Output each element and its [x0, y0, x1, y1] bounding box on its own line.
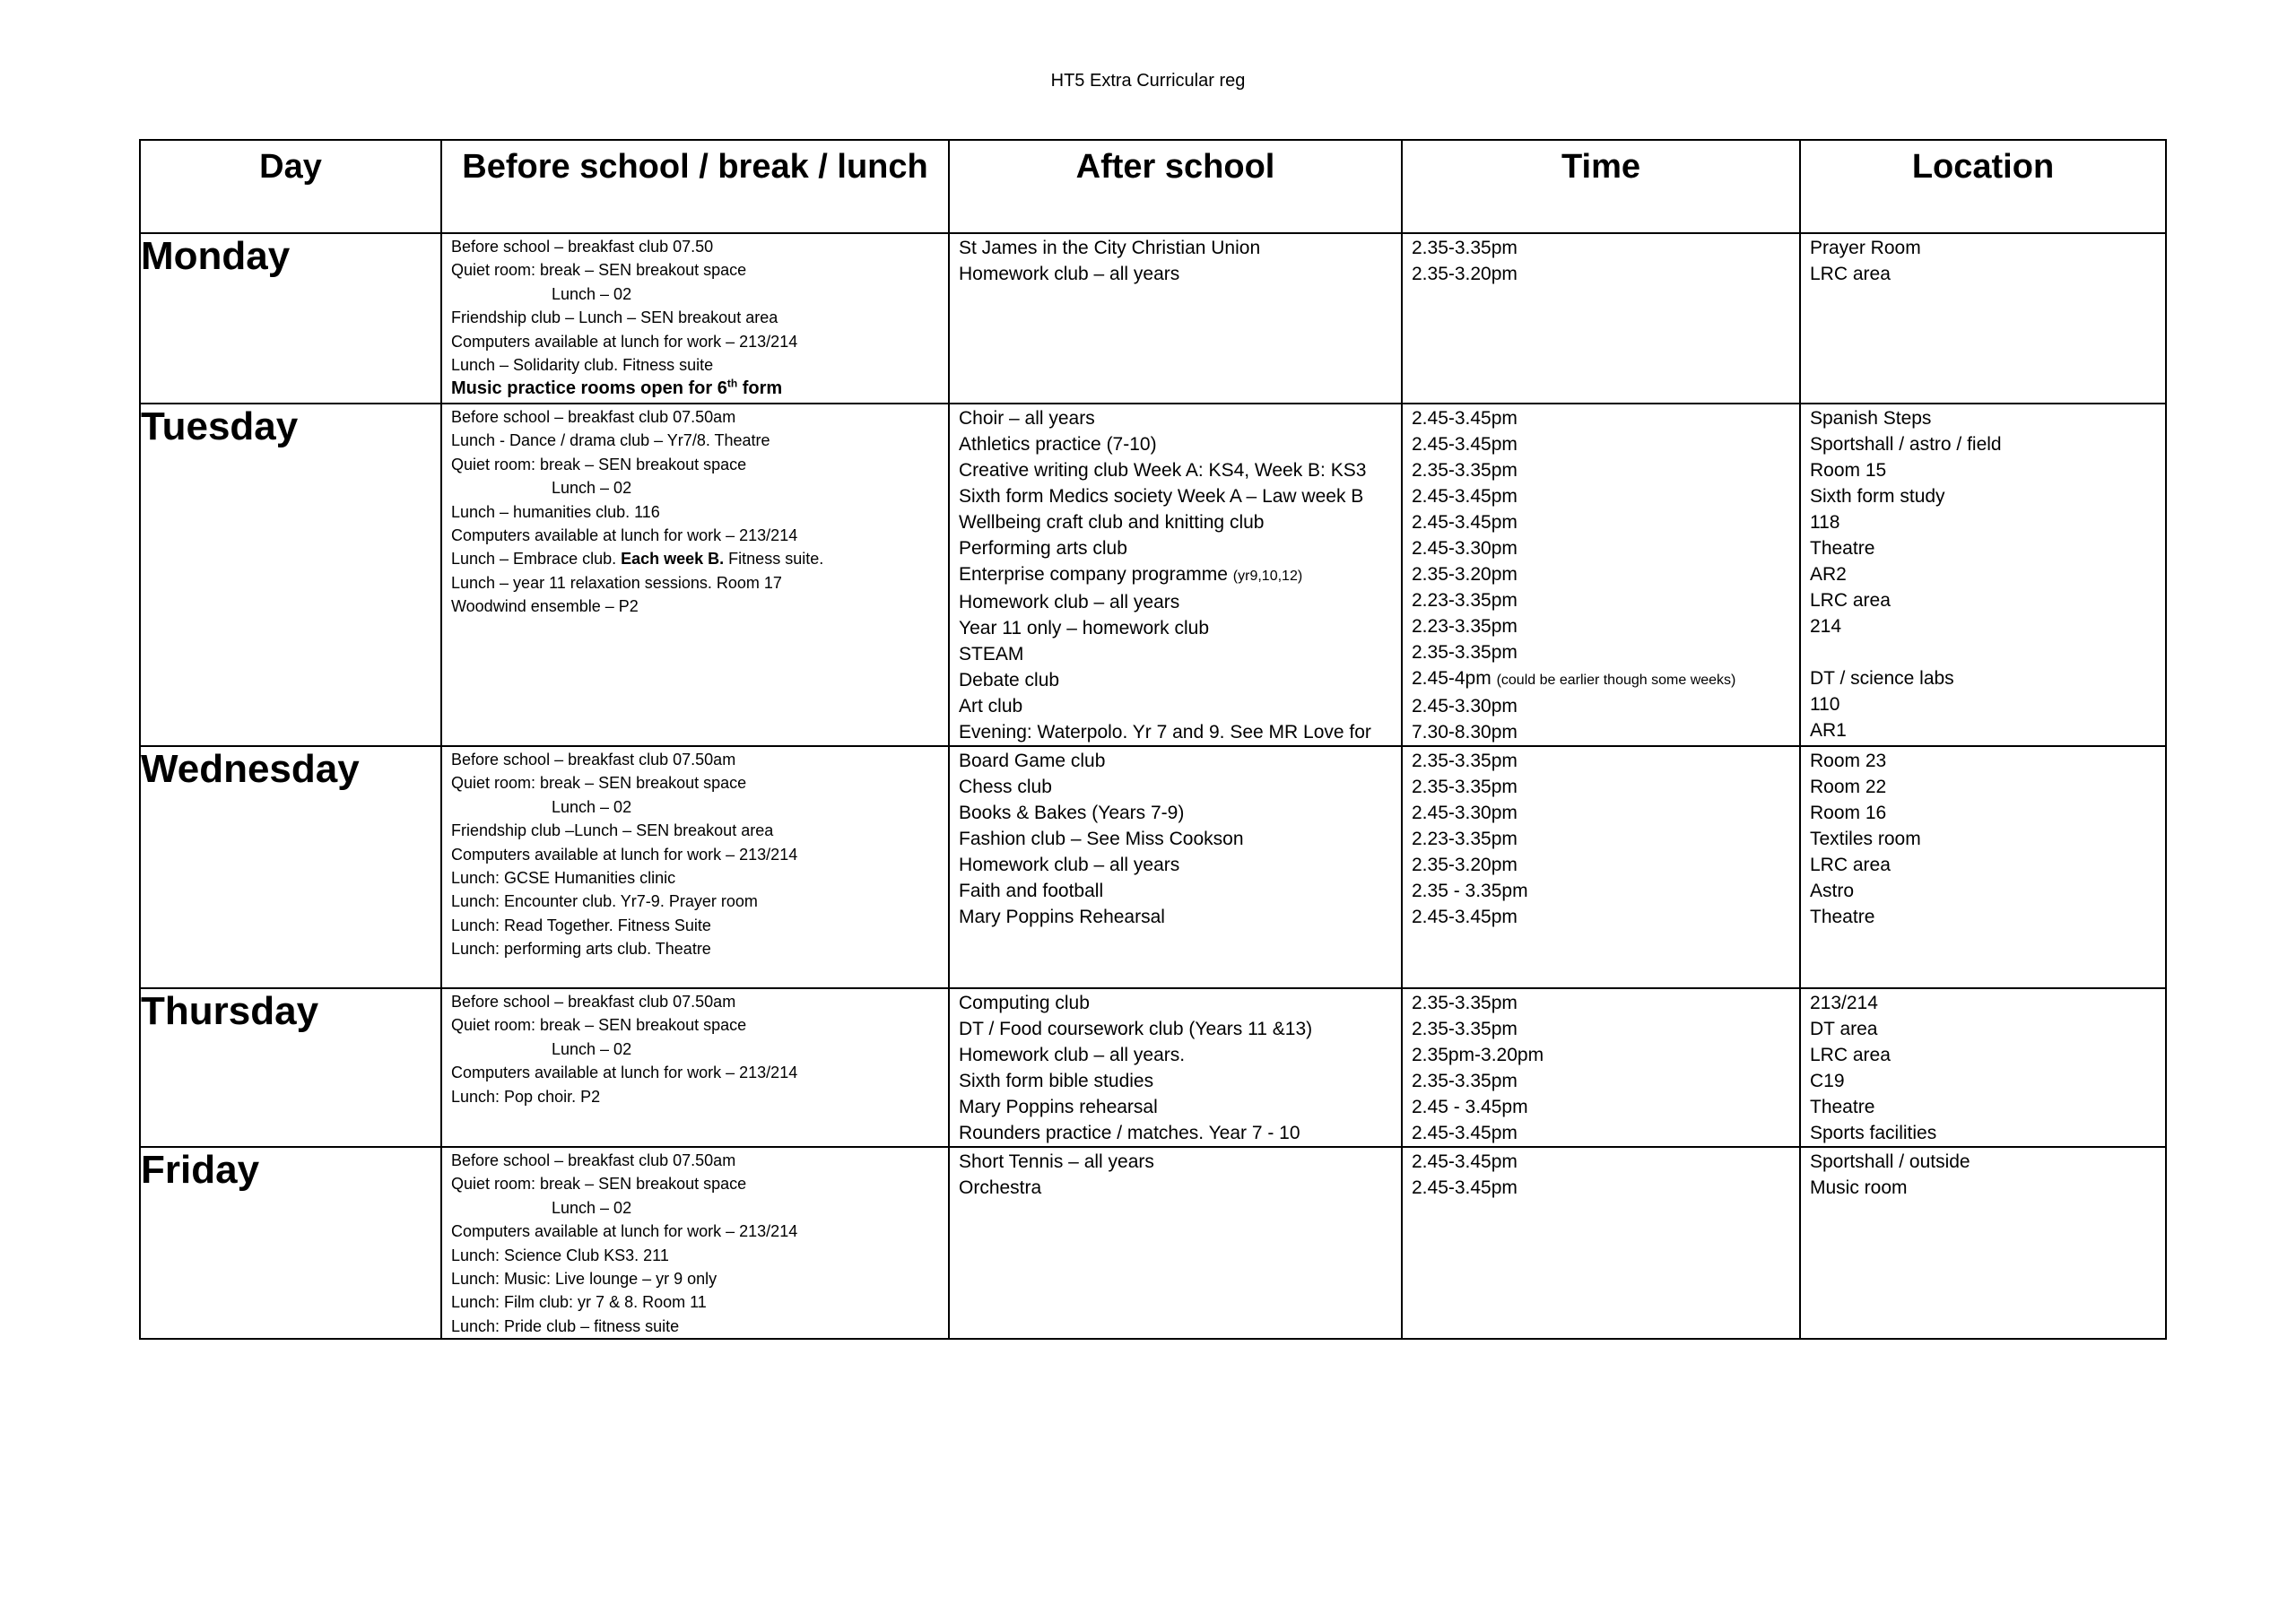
list-item: Sixth form Medics society Week A – Law week B	[959, 486, 1364, 507]
row-tuesday	[140, 404, 2166, 746]
list-item: Room 16	[1810, 803, 1887, 823]
list-item: Friendship club –Lunch – SEN breakout area	[451, 821, 774, 840]
list-item: Room 22	[1810, 777, 1887, 797]
list-item: Fashion club – See Miss Cookson	[959, 829, 1244, 849]
list-item: LRC area	[1810, 590, 1891, 611]
list-item: Lunch – humanities club. 116	[451, 502, 660, 521]
list-item: St James in the City Christian Union	[959, 238, 1261, 258]
list-item: LRC area	[1810, 1045, 1891, 1065]
list-item: Lunch: Science Club KS3. 211	[451, 1246, 669, 1264]
list-item: Textiles room	[1810, 829, 1921, 849]
before-cell-wednesday	[441, 746, 949, 988]
list-item-text: form	[737, 378, 783, 399]
list-item-text: Music practice rooms open for 6	[451, 378, 727, 399]
after-cell-monday	[949, 233, 1402, 404]
list-item: 2.23-3.35pm	[1412, 829, 1518, 849]
list-item: Lunch: Pride club – fitness suite	[451, 1316, 680, 1335]
location-cell-thursday	[1800, 988, 2166, 1147]
list-item: AR1	[1810, 720, 1847, 741]
list-item: 2.35-3.35pm	[1412, 777, 1518, 797]
list-item: 2.45-3.45pm	[1412, 434, 1518, 455]
list-item: Lunch: GCSE Humanities clinic	[451, 869, 676, 888]
list-item: Before school – breakfast club 07.50am	[451, 751, 736, 769]
header-after-school: After school	[949, 140, 1402, 233]
list-item: Theatre	[1810, 1097, 1875, 1117]
list-item: Board Game club	[959, 751, 1106, 771]
list-item-note: (yr9,10,12)	[1232, 569, 1303, 584]
header-before-school: Before school / break / lunch	[441, 140, 949, 233]
location-cell-wednesday	[1800, 746, 2166, 988]
row-thursday	[140, 988, 2166, 1147]
list-item: Short Tennis – all years	[959, 1151, 1154, 1172]
after-cell-thursday	[949, 988, 1402, 1147]
list-item-text: Fitness suite.	[724, 550, 824, 569]
list-item: Performing arts club	[959, 538, 1127, 559]
row-friday	[140, 1147, 2166, 1339]
list-item: LRC area	[1810, 855, 1891, 875]
list-item: Quiet room: break – SEN breakout space	[451, 261, 747, 280]
document-title: HT5 Extra Curricular reg	[1050, 71, 1246, 91]
list-item	[1412, 665, 1790, 693]
list-item-text: Enterprise company programme	[959, 564, 1233, 585]
list-item: Homework club – all years	[959, 592, 1180, 612]
list-item: Lunch: Pop choir. P2	[451, 1087, 601, 1106]
header-day: Day	[140, 140, 441, 233]
list-item: 2.35-3.35pm	[1412, 642, 1518, 663]
list-item: Mary Poppins Rehearsal	[959, 907, 1165, 927]
list-item: Sixth form study	[1810, 486, 1945, 507]
after-cell-tuesday	[949, 404, 1402, 746]
before-cell-tuesday	[441, 404, 949, 746]
list-item: 213/214	[1810, 993, 1878, 1013]
time-cell-thursday	[1402, 988, 1800, 1147]
list-item: STEAM	[959, 644, 1024, 664]
list-item: Before school – breakfast club 07.50	[451, 238, 714, 256]
list-item: 2.45-3.45pm	[1412, 1177, 1518, 1198]
row-monday	[140, 233, 2166, 404]
list-item: Sportshall / astro / field	[1810, 434, 2002, 455]
list-item-note: (could be earlier though some weeks)	[1496, 673, 1736, 688]
list-item: 214	[1810, 616, 1842, 637]
list-item-emphasis: Each week B.	[621, 550, 725, 569]
list-item: Homework club – all years.	[959, 1045, 1186, 1065]
list-item	[1810, 639, 2156, 665]
list-item: 2.45-3.45pm	[1412, 1151, 1518, 1172]
list-item: 2.35-3.20pm	[1412, 264, 1518, 284]
list-item: 2.45-3.30pm	[1412, 696, 1518, 716]
list-item: 2.35-3.20pm	[1412, 855, 1518, 875]
list-item: Evening: Waterpolo. Yr 7 and 9. See MR Love for	[959, 722, 1371, 743]
list-item: Lunch - Dance / drama club – Yr7/8. Theatre	[451, 431, 770, 450]
list-item: Books & Bakes (Years 7-9)	[959, 803, 1185, 823]
day-monday: Monday	[140, 233, 441, 404]
list-item: 2.35-3.20pm	[1412, 564, 1518, 585]
list-item-text: Lunch – Embrace club.	[451, 550, 622, 569]
list-item: 2.35-3.35pm	[1412, 1071, 1518, 1091]
list-item: Debate club	[959, 670, 1060, 690]
list-item: Theatre	[1810, 907, 1875, 927]
list-item: 118	[1810, 512, 1840, 533]
list-item: 2.45-3.45pm	[1412, 512, 1518, 533]
header-row	[140, 140, 2166, 233]
list-item: AR2	[1810, 564, 1847, 585]
location-cell-tuesday	[1800, 404, 2166, 746]
header-location: Location	[1800, 140, 2166, 233]
list-item: Before school – breakfast club 07.50am	[451, 408, 736, 426]
list-item: C19	[1810, 1071, 1845, 1091]
list-item-text: 2.45-4pm	[1412, 668, 1497, 689]
list-item: Computers available at lunch for work – 213/214	[451, 1064, 798, 1082]
list-item: 2.23-3.35pm	[1412, 590, 1518, 611]
list-item: 2.45-3.45pm	[1412, 907, 1518, 927]
list-item: Sixth form bible studies	[959, 1071, 1154, 1091]
list-item: 2.35pm-3.20pm	[1412, 1045, 1544, 1065]
list-item: Quiet room: break – SEN breakout space	[451, 455, 747, 473]
list-item: DT / science labs	[1810, 668, 1954, 689]
list-item: Before school – breakfast club 07.50am	[451, 993, 736, 1011]
list-item: 2.45-3.45pm	[1412, 486, 1518, 507]
list-item: Before school – breakfast club 07.50am	[451, 1151, 736, 1169]
list-item: LRC area	[1810, 264, 1891, 284]
list-item: Lunch – 02	[552, 479, 632, 498]
header-time: Time	[1402, 140, 1800, 233]
list-item: Lunch: Music: Live lounge – yr 9 only	[451, 1270, 718, 1289]
list-item: 2.35-3.35pm	[1412, 751, 1518, 771]
list-item: Computers available at lunch for work – 213/214	[451, 332, 798, 351]
list-item: Lunch – year 11 relaxation sessions. Room 17	[451, 573, 782, 592]
day-thursday: Thursday	[140, 988, 441, 1147]
list-item: 2.45-3.45pm	[1412, 1123, 1518, 1143]
before-cell-friday	[441, 1147, 949, 1339]
day-friday: Friday	[140, 1147, 441, 1339]
list-item: 2.35-3.35pm	[1412, 993, 1518, 1013]
list-item: Choir – all years	[959, 408, 1095, 429]
list-item: Lunch: Film club: yr 7 & 8. Room 11	[451, 1293, 707, 1312]
list-item: 2.45 - 3.45pm	[1412, 1097, 1528, 1117]
list-item: Chess club	[959, 777, 1052, 797]
list-item: DT / Food coursework club (Years 11 &13)	[959, 1019, 1313, 1039]
list-item: Room 15	[1810, 460, 1887, 481]
list-item: Lunch: Read Together. Fitness Suite	[451, 916, 711, 934]
list-item: Music room	[1810, 1177, 1908, 1198]
list-item: Spanish Steps	[1810, 408, 1932, 429]
list-item: 2.35-3.35pm	[1412, 238, 1518, 258]
time-cell-tuesday	[1402, 404, 1800, 746]
list-item: Lunch – 02	[552, 1039, 632, 1058]
list-item: 2.35 - 3.35pm	[1412, 881, 1528, 901]
list-item: Theatre	[1810, 538, 1875, 559]
list-item: DT area	[1810, 1019, 1878, 1039]
list-item: 2.45-3.30pm	[1412, 538, 1518, 559]
list-item: Sports facilities	[1810, 1123, 1937, 1143]
list-item: Rounders practice / matches. Year 7 - 10	[959, 1123, 1300, 1143]
list-item: Orchestra	[959, 1177, 1042, 1198]
list-item: 2.23-3.35pm	[1412, 616, 1518, 637]
list-item: 7.30-8.30pm	[1412, 722, 1518, 743]
list-item: Faith and football	[959, 881, 1104, 901]
list-item: Lunch – 02	[552, 797, 632, 816]
list-item: Creative writing club Week A: KS4, Week B: KS3	[959, 460, 1367, 481]
list-item: Lunch: performing arts club. Theatre	[451, 940, 711, 959]
list-item: 2.35-3.35pm	[1412, 1019, 1518, 1039]
list-item: Computers available at lunch for work – 213/214	[451, 845, 798, 864]
location-cell-monday	[1800, 233, 2166, 404]
list-item: Woodwind ensemble – P2	[451, 597, 639, 616]
list-item: Computing club	[959, 993, 1090, 1013]
list-item: Lunch – 02	[552, 1198, 632, 1217]
list-item	[451, 377, 939, 400]
time-cell-monday	[1402, 233, 1800, 404]
list-item: Sportshall / outside	[1810, 1151, 1970, 1172]
list-item: Prayer Room	[1810, 238, 1921, 258]
day-tuesday: Tuesday	[140, 404, 441, 746]
list-item: Computers available at lunch for work – 213/214	[451, 526, 798, 545]
list-item: Homework club – all years	[959, 855, 1180, 875]
list-item: Wellbeing craft club and knitting club	[959, 512, 1265, 533]
list-item: 2.45-3.30pm	[1412, 803, 1518, 823]
list-item: Homework club – all years	[959, 264, 1180, 284]
list-item: Quiet room: break – SEN breakout space	[451, 1175, 747, 1194]
list-item: Lunch – 02	[552, 284, 632, 303]
before-cell-thursday	[441, 988, 949, 1147]
list-item: Lunch – Solidarity club. Fitness suite	[451, 356, 714, 375]
extra-curricular-table	[139, 139, 2167, 1340]
list-item: Athletics practice (7-10)	[959, 434, 1157, 455]
list-item: 2.35-3.35pm	[1412, 460, 1518, 481]
list-item: Room 23	[1810, 751, 1887, 771]
list-item: 110	[1810, 694, 1840, 715]
after-cell-wednesday	[949, 746, 1402, 988]
superscript: th	[726, 377, 738, 390]
list-item: Quiet room: break – SEN breakout space	[451, 774, 747, 793]
location-cell-friday	[1800, 1147, 2166, 1339]
before-cell-monday	[441, 233, 949, 404]
list-item: Art club	[959, 696, 1023, 716]
after-cell-friday	[949, 1147, 1402, 1339]
time-cell-wednesday	[1402, 746, 1800, 988]
list-item: Year 11 only – homework club	[959, 618, 1209, 638]
row-wednesday	[140, 746, 2166, 988]
list-item: Mary Poppins rehearsal	[959, 1097, 1158, 1117]
list-item: Computers available at lunch for work – 213/214	[451, 1222, 798, 1241]
list-item: Astro	[1810, 881, 1855, 901]
time-cell-friday	[1402, 1147, 1800, 1339]
list-item: Quiet room: break – SEN breakout space	[451, 1016, 747, 1035]
list-item: 2.45-3.45pm	[1412, 408, 1518, 429]
list-item: Lunch: Encounter club. Yr7-9. Prayer room	[451, 892, 758, 911]
list-item	[959, 561, 1392, 589]
day-wednesday: Wednesday	[140, 746, 441, 988]
list-item: Friendship club – Lunch – SEN breakout area	[451, 308, 778, 327]
list-item	[451, 547, 939, 570]
